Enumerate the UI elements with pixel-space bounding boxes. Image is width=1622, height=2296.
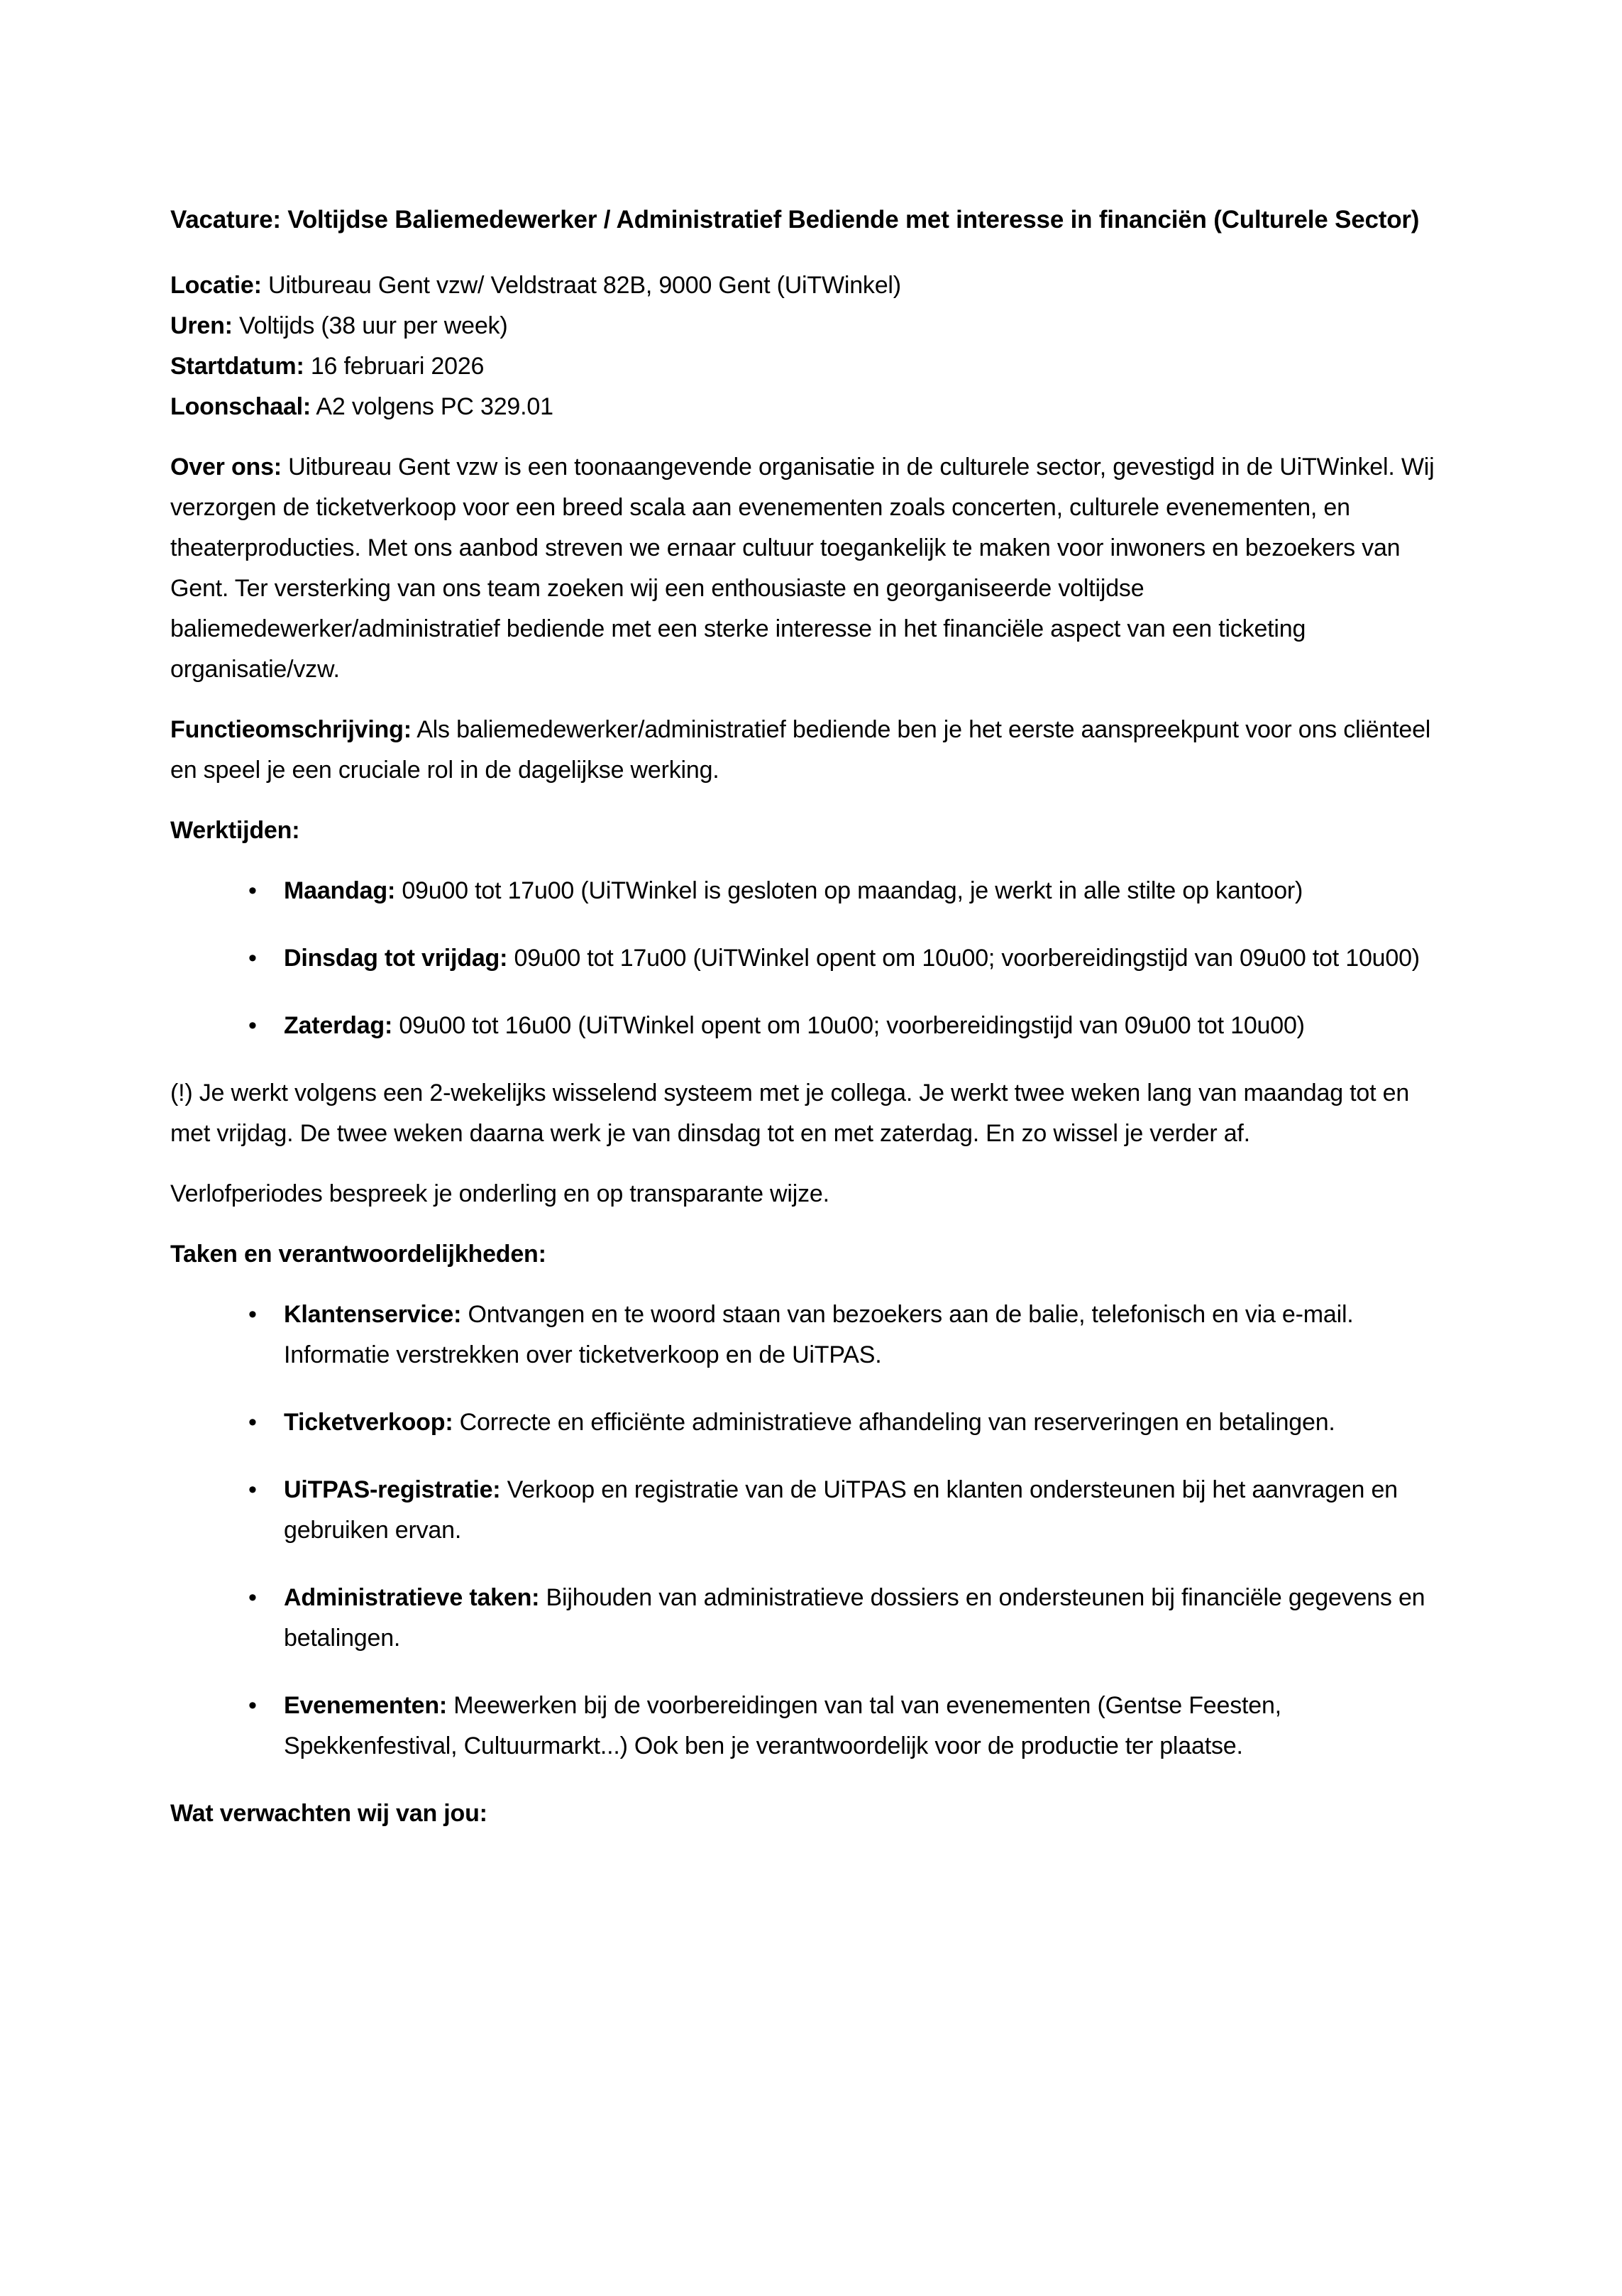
werktijden-item-label: Maandag: xyxy=(284,877,396,904)
bullet-icon: • xyxy=(248,1301,257,1328)
meta-line-startdatum xyxy=(170,346,1453,387)
meta-line-locatie xyxy=(170,265,1453,306)
list-item-dinsdag-vrijdag xyxy=(170,938,1453,979)
taken-item-label: Klantenservice: xyxy=(284,1301,462,1328)
over-ons-label: Over ons: xyxy=(170,454,282,480)
over-ons-paragraph xyxy=(170,447,1453,690)
bullet-icon: • xyxy=(248,945,257,972)
meta-value-startdatum: 16 februari 2026 xyxy=(304,353,485,380)
werktijden-item-label: Zaterdag: xyxy=(284,1012,393,1039)
list-item-ticketverkoop xyxy=(170,1402,1453,1443)
functieomschrijving-paragraph xyxy=(170,710,1453,791)
meta-value-locatie: Uitbureau Gent vzw/ Veldstraat 82B, 9000 Gent (UiTWinkel) xyxy=(261,272,901,299)
taken-heading: Taken en verantwoordelijkheden: xyxy=(170,1241,546,1268)
bullet-icon: • xyxy=(248,1409,257,1436)
bullet-icon: • xyxy=(248,1692,257,1719)
werktijden-heading: Werktijden: xyxy=(170,817,300,844)
meta-value-loonschaal: A2 volgens PC 329.01 xyxy=(311,393,553,420)
meta-label-loonschaal: Loonschaal: xyxy=(170,393,311,420)
list-item-evenementen xyxy=(170,1686,1453,1767)
rotation-note-paragraph: (!) Je werkt volgens een 2-wekelijks wisselend systeem met je collega. Je werkt twee weken lang van maandag tot en met vrijdag. De twee weken daarna werk je van dinsdag tot en met zaterdag. En zo wissel je verder af. xyxy=(170,1080,1410,1147)
taken-item-label: Ticketverkoop: xyxy=(284,1409,453,1436)
werktijden-list xyxy=(170,871,1453,1046)
list-item-uitpas-registratie xyxy=(170,1470,1453,1551)
meta-label-locatie: Locatie: xyxy=(170,272,262,299)
meta-line-loonschaal xyxy=(170,387,1453,427)
verlof-paragraph: Verlofperiodes bespreek je onderling en op transparante wijze. xyxy=(170,1180,829,1207)
werktijden-item-text: 09u00 tot 17u00 (UiTWinkel is gesloten op maandag, je werkt in alle stilte op kantoor) xyxy=(395,877,1303,904)
meta-value-uren: Voltijds (38 uur per week) xyxy=(232,312,508,339)
functieomschrijving-label: Functieomschrijving: xyxy=(170,716,412,743)
werktijden-item-text: 09u00 tot 17u00 (UiTWinkel opent om 10u00; voorbereidingstijd van 09u00 tot 10u00) xyxy=(507,945,1420,972)
taken-item-text: Ontvangen en te woord staan van bezoekers aan de balie, telefonisch en via e-mail. Informatie verstrekken over ticketverkoop en de UiTPAS. xyxy=(284,1301,1354,1368)
taken-list xyxy=(170,1295,1453,1767)
list-item-maandag xyxy=(170,871,1453,911)
bullet-icon: • xyxy=(248,877,257,904)
taken-item-label: Evenementen: xyxy=(284,1692,448,1719)
bullet-icon: • xyxy=(248,1012,257,1039)
functieomschrijving-text: Als baliemedewerker/administratief bediende ben je het eerste aanspreekpunt voor ons cliënteel en speel je een cruciale rol in de dagelijkse werking. xyxy=(170,716,1431,784)
meta-label-startdatum: Startdatum: xyxy=(170,353,304,380)
document-title: Vacature: Voltijdse Baliemedewerker / Administratief Bediende met interesse in financiën (Culturele Sector) xyxy=(170,206,1420,234)
meta-block xyxy=(170,265,1453,427)
taken-item-label: Administratieve taken: xyxy=(284,1584,540,1611)
wat-verwachten-heading: Wat verwachten wij van jou: xyxy=(170,1800,487,1827)
taken-item-text: Meewerken bij de voorbereidingen van tal van evenementen (Gentse Feesten, Spekkenfestival, Cultuurmarkt...) Ook ben je verantwoordelijk voor de productie ter plaatse. xyxy=(284,1692,1281,1759)
list-item-zaterdag xyxy=(170,1006,1453,1046)
taken-item-text: Verkoop en registratie van de UiTPAS en klanten ondersteunen bij het aanvragen en gebruiken ervan. xyxy=(284,1476,1398,1544)
list-item-klantenservice xyxy=(170,1295,1453,1375)
bullet-icon: • xyxy=(248,1584,257,1611)
taken-item-text: Correcte en efficiënte administratieve afhandeling van reserveringen en betalingen. xyxy=(453,1409,1335,1436)
over-ons-text: Uitbureau Gent vzw is een toonaangevende organisatie in de culturele sector, gevestigd in de UiTWinkel. Wij verzorgen de ticketverkoop voor een breed scala aan evenementen zoals concerten, culturele evenementen, en theaterproducties. Met ons aanbod streven we ernaar cultuur toegankelijk te maken voor inwoners en bezoekers van Gent. Ter versterking van ons team zoeken wij een enthousiaste en georganiseerde voltijdse baliemedewerker/administratief bediende met een sterke interesse in het financiële aspect van een ticketing organisatie/vzw. xyxy=(170,454,1435,683)
bullet-icon: • xyxy=(248,1476,257,1503)
meta-line-uren xyxy=(170,306,1453,346)
werktijden-item-label: Dinsdag tot vrijdag: xyxy=(284,945,508,972)
list-item-administratieve-taken xyxy=(170,1578,1453,1659)
meta-label-uren: Uren: xyxy=(170,312,233,339)
werktijden-item-text: 09u00 tot 16u00 (UiTWinkel opent om 10u00; voorbereidingstijd van 09u00 tot 10u00) xyxy=(392,1012,1305,1039)
taken-item-label: UiTPAS-registratie: xyxy=(284,1476,501,1503)
taken-item-text: Bijhouden van administratieve dossiers en ondersteunen bij financiële gegevens en betalingen. xyxy=(284,1584,1425,1652)
